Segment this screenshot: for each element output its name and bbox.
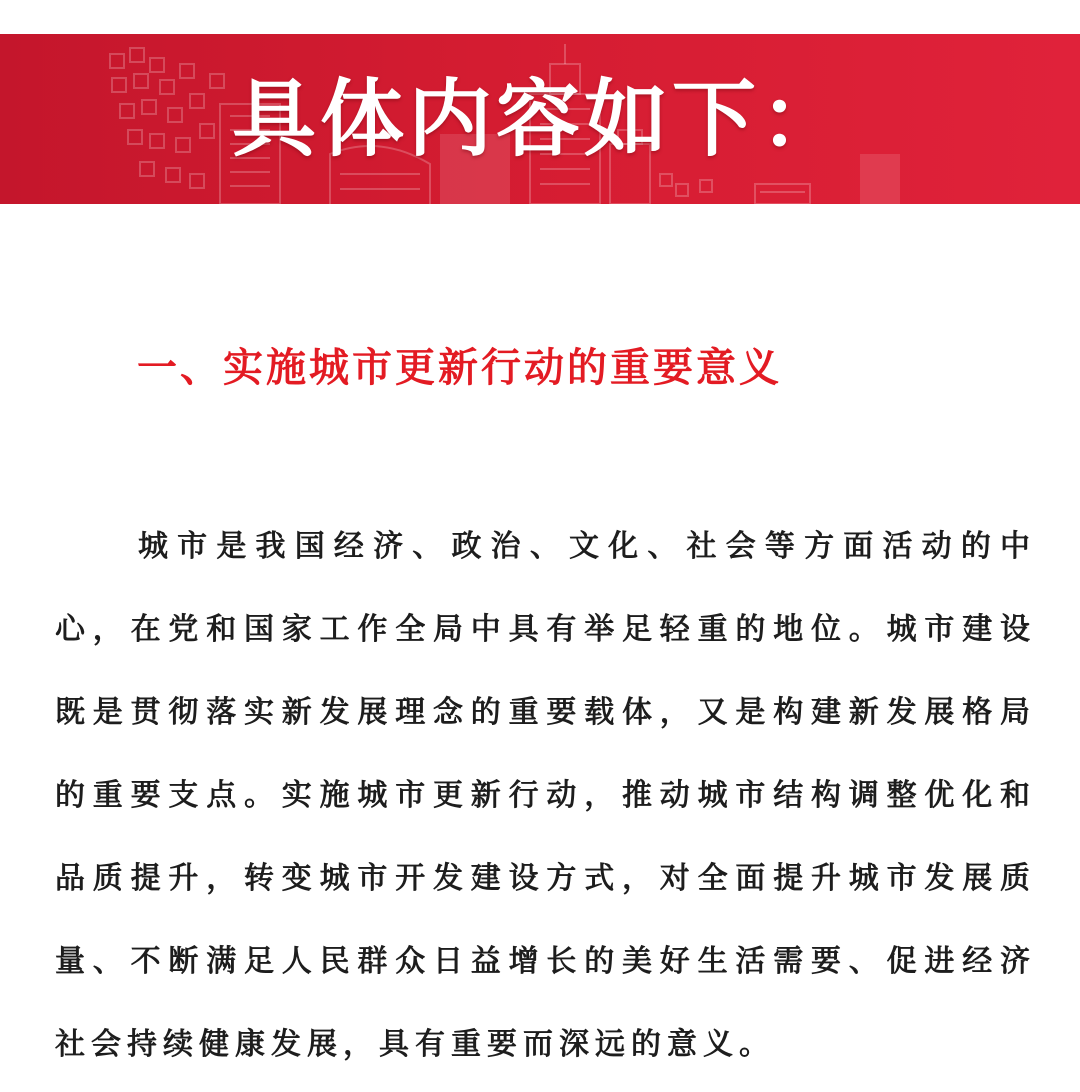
paragraph-line-5: 品质提升，转变城市开发建设方式，对全面提升城市发展质 (55, 861, 1030, 896)
header-banner (0, 34, 1080, 204)
paragraph-line-6: 量、不断满足人民群众日益增长的美好生活需要、促进经济 (55, 944, 1030, 979)
banner-title: 具体内容如下： (231, 69, 848, 168)
paragraph-line-3: 既是贯彻落实新发展理念的重要载体，又是构建新发展格局 (55, 695, 1030, 730)
paragraph-line-1: 城市是我国经济、政治、文化、社会等方面活动的中 (138, 529, 1030, 564)
section-heading: 一、实施城市更新行动的重要意义 (137, 344, 782, 391)
paragraph-line-7: 社会持续健康发展，具有重要而深远的意义。 (55, 1027, 775, 1062)
paragraph-line-4: 的重要支点。实施城市更新行动，推动城市结构调整优化和 (55, 778, 1030, 813)
paragraph-line-2: 心，在党和国家工作全局中具有举足轻重的地位。城市建设 (55, 612, 1030, 647)
